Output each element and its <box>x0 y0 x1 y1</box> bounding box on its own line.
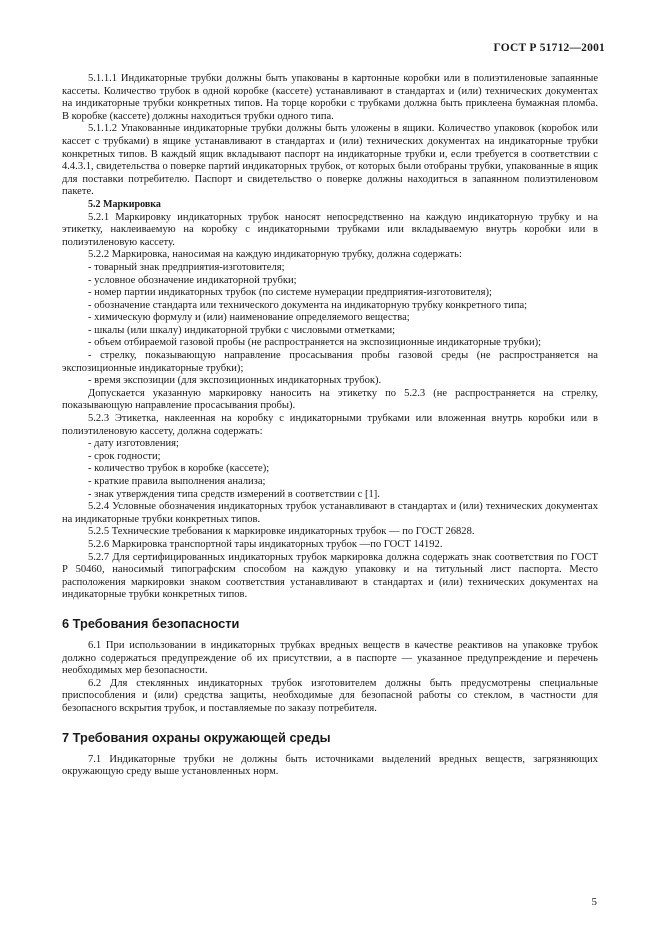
list-item: - стрелку, показывающую направление просасывания пробы газовой среды (не распространяется на экспозиционные индикаторные трубки); <box>62 350 598 374</box>
list-item: - номер партии индикаторных трубок (по системе нумерации предприятия-изготовителя); <box>88 287 492 299</box>
paragraph-5-2-6: 5.2.6 Маркировка транспортной тары индикаторных трубок —по ГОСТ 14192. <box>88 538 443 550</box>
list-item: - шкалы (или шкалу) индикаторной трубки с числовыми отметками; <box>88 324 396 336</box>
subsection-title-5-2: 5.2 Маркировка <box>88 198 161 210</box>
list-item: - срок годности; <box>88 450 161 462</box>
section-title-6: 6 Требования безопасности <box>62 615 240 631</box>
page-number: 5 <box>591 896 597 908</box>
paragraph-5-2-5: 5.2.5 Технические требования к маркировке индикаторных трубок — по ГОСТ 26828. <box>88 526 475 538</box>
paragraph-note: Допускается указанную маркировку наносить на этикетку по 5.2.3 (не распространяется на стрелку, показывающую направление просасывания пробы). <box>62 387 598 412</box>
paragraph-5-1-1-1: 5.1.1.1 Индикаторные трубки должны быть упакованы в картонные коробки или в полиэтиленовые запаянные кассеты. Количество трубок в одной коробке (кассете) устанавливают в стандартах и (или) технических документах на индикаторные трубки конкретных типов. На торце коробки с трубками должна быть приклеена бумажная пломба. В коробке (кассете) должны находиться трубки одного типа. <box>62 73 598 122</box>
paragraph-5-1-1-2: 5.1.1.2 Упакованные индикаторные трубки должны быть уложены в ящики. Количество упаковок (коробок или кассет с трубками) в ящике устанавливают в стандартах и (или) технических документах на индикаторные трубки конкретных типов. В каждый ящик вкладывают паспорт на индикаторные трубки и, если требуется в соответствии с 4.4.3.1, свидетельства о поверке партий индикаторных трубок, от которых были отобраны трубки, упакованные в ящик для поставки потребителю. Паспорт и свидетельство о поверке должны находиться в запаянном полиэтиленовом пакете. <box>62 123 598 198</box>
paragraph-5-2-1: 5.2.1 Маркировку индикаторных трубок наносят непосредственно на каждую индикаторную трубку и на этикетку, наклеиваемую на коробку с индикаторными трубками или вкладываемую внутрь коробки или в полиэтиленовую кассету. <box>62 211 598 248</box>
list-item: - время экспозиции (для экспозиционных индикаторных трубок). <box>88 375 382 387</box>
paragraph-5-2-3: 5.2.3 Этикетка, наклеенная на коробку с индикаторными трубками или вложенная внутрь коробки или в полиэтиленовую кассету, должна содержать: <box>62 413 598 437</box>
list-item: - товарный знак предприятия-изготовителя; <box>88 261 285 273</box>
list-item: - знак утверждения типа средств измерений в соответствии с [1]. <box>88 488 380 500</box>
paragraph-5-2-4: 5.2.4 Условные обозначения индикаторных трубок устанавливают в стандартах и (или) технических документах на индикаторные трубки конкретных типов. <box>62 501 598 525</box>
list-item: - обозначение стандарта или технического документа на индикаторную трубку конкретного типа; <box>88 299 528 311</box>
list-item: - дату изготовления; <box>88 438 179 450</box>
paragraph-6-1: 6.1 При использовании в индикаторных трубках вредных веществ в качестве реактивов на упаковке трубок должно содержаться предупреждение об их присутствии, а в паспорте — указанное предупреждение и перечень необходимых мер безопасности. <box>62 639 598 677</box>
paragraph-5-2-2: 5.2.2 Маркировка, наносимая на каждую индикаторную трубку, должна содержать: <box>88 249 462 261</box>
list-item: - количество трубок в коробке (кассете); <box>88 463 270 475</box>
page-content <box>62 73 598 779</box>
paragraph-6-2: 6.2 Для стеклянных индикаторных трубок изготовителем должны быть предусмотрены специальные приспособления и (или) средства защиты, необходимые для безопасной работы со стеклом, в частности для безопасного вскрытия трубок, и поставляемые по заказу потребителя. <box>62 677 598 714</box>
list-item: - химическую формулу и (или) наименование определяемого вещества; <box>88 312 410 324</box>
paragraph-7-1: 7.1 Индикаторные трубки не должны быть источниками выделений вредных веществ, загрязняющих окружающую среду выше установленных норм. <box>62 753 598 778</box>
list-item: - краткие правила выполнения анализа; <box>88 476 266 487</box>
list-item: - объем отбираемой газовой пробы (не распространяется на экспозиционные индикаторные трубки); <box>88 337 542 349</box>
paragraph-5-2-7: 5.2.7 Для сертифицированных индикаторных трубок маркировка должна содержать знак соответствия по ГОСТ Р 50460, наносимый типографским способом на каждую упаковку и на титульный лист паспорта. Место расположения маркировки знаком соответствия устанавливают в стандартах и (или) технических документах на индикаторные трубки конкретных типов. <box>62 551 598 601</box>
list-item: - условное обозначение индикаторной трубки; <box>88 274 297 286</box>
document-code-header: ГОСТ Р 51712—2001 <box>493 42 605 54</box>
section-title-7: 7 Требования охраны окружающей среды <box>62 729 331 745</box>
